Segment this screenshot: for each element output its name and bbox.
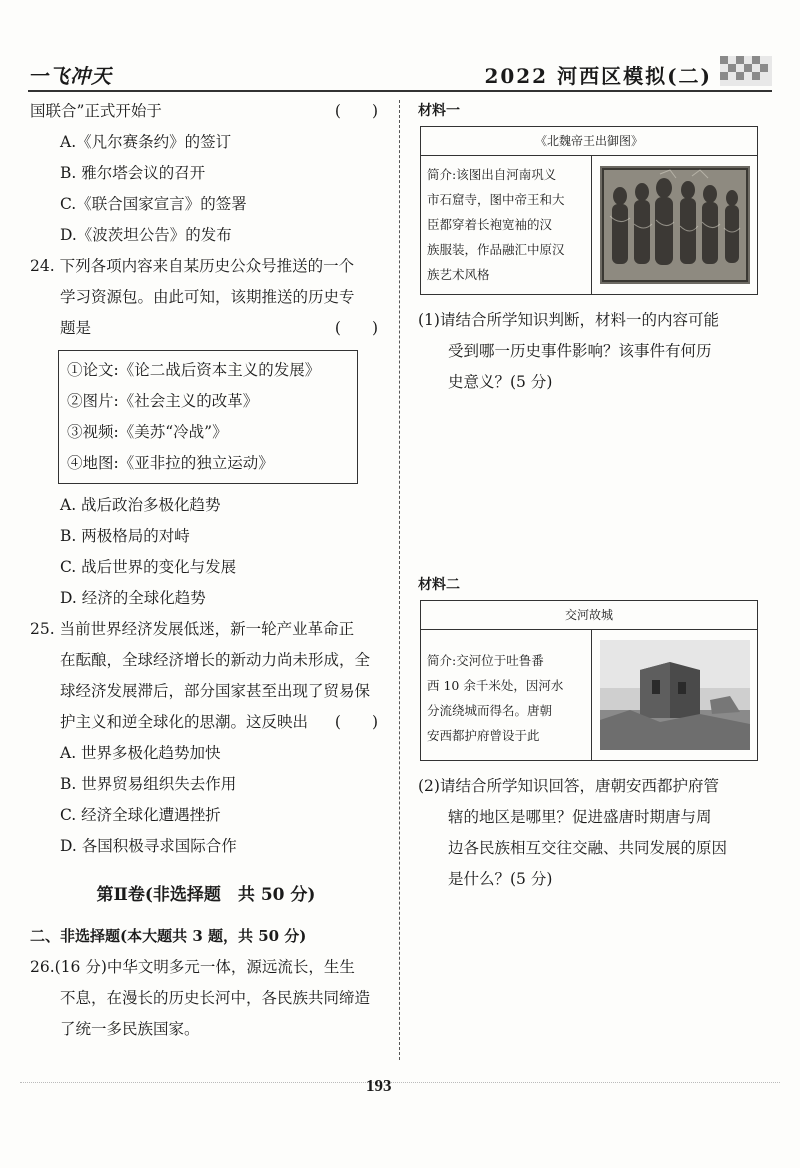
material-2-title: 交河故城 bbox=[421, 601, 757, 630]
option-d: D. 经济的全球化趋势 bbox=[60, 589, 206, 607]
q26-stem-line: 不息，在漫长的历史长河中，各民族共同缔造 bbox=[60, 989, 371, 1007]
question-25 bbox=[30, 614, 382, 862]
answer-paren: ( ) bbox=[334, 102, 378, 120]
header-rule bbox=[28, 90, 772, 92]
left-column bbox=[30, 96, 382, 1045]
mural-image bbox=[592, 156, 757, 294]
description-line: 臣都穿着长袍宽袖的汉 bbox=[427, 217, 553, 232]
description-line: 族服装，作品融汇中原汉 bbox=[427, 242, 565, 257]
brand-logo-text: 一飞冲天 bbox=[28, 64, 112, 88]
q24-stem-line: 24. 下列各项内容来自某历史公众号推送的一个 bbox=[30, 257, 355, 275]
material-1-question: 受到哪一历史事件影响？该事件有何历 bbox=[448, 342, 712, 360]
material-2-question: 边各民族相互交往交融、共同发展的原因 bbox=[448, 839, 728, 857]
description-line: 市石窟寺，图中帝王和大 bbox=[427, 192, 565, 207]
answer-space bbox=[418, 398, 774, 570]
resource-item: ②图片:《社会主义的改革》 bbox=[67, 392, 259, 410]
option-c: C. 战后世界的变化与发展 bbox=[60, 558, 237, 576]
question-26 bbox=[30, 952, 382, 1045]
material-2-description bbox=[421, 630, 592, 760]
q26-stem-line: 26.(16 分)中华文明多元一体，源远流长，生生 bbox=[30, 958, 355, 976]
option-d: D.《波茨坦公告》的发布 bbox=[60, 226, 232, 244]
q24-stem-line: 学习资源包。由此可知，该期推送的历史专 bbox=[60, 288, 355, 306]
material-2-question: 是什么？(5 分) bbox=[448, 870, 553, 888]
resource-item: ③视频:《美苏“冷战”》 bbox=[67, 423, 228, 441]
exam-title: 2022 河西区模拟(二) bbox=[484, 64, 712, 88]
material-1-question: (1)请结合所学知识判断，材料一的内容可能 bbox=[418, 311, 719, 329]
material-1-label: 材料一 bbox=[418, 103, 460, 119]
q25-stem-line: 25. 当前世界经济发展低迷，新一轮产业革命正 bbox=[30, 620, 355, 638]
material-1-box bbox=[420, 126, 758, 295]
part-2-heading: 二、非选择题(本大题共 3 题，共 50 分) bbox=[30, 927, 307, 945]
question-23 bbox=[30, 96, 382, 251]
section-2-title: 第Ⅱ卷(非选择题 共 50 分) bbox=[96, 885, 316, 905]
resource-item: ④地图:《亚非拉的独立运动》 bbox=[67, 454, 274, 472]
answer-paren: ( ) bbox=[334, 319, 378, 337]
q26-stem-line: 了统一多民族国家。 bbox=[60, 1020, 200, 1038]
option-a: A. 战后政治多极化趋势 bbox=[60, 496, 221, 514]
resource-item: ①论文:《论二战后资本主义的发展》 bbox=[67, 361, 321, 379]
page-number: 193 bbox=[366, 1076, 392, 1095]
page-header bbox=[28, 52, 772, 92]
option-a: A.《凡尔赛条约》的签订 bbox=[60, 133, 232, 151]
answer-paren: ( ) bbox=[334, 713, 378, 731]
q25-stem-line: 护主义和逆全球化的思潮。这反映出 bbox=[60, 713, 309, 731]
material-2-box bbox=[420, 600, 758, 761]
description-line: 族艺术风格 bbox=[427, 267, 490, 282]
option-a: A. 世界多极化趋势加快 bbox=[60, 744, 221, 762]
description-line: 简介:交河位于吐鲁番 bbox=[427, 653, 544, 668]
q23-stem-tail: 国联合”正式开始于 bbox=[30, 102, 162, 120]
column-divider bbox=[399, 100, 400, 1060]
description-line: 安西都护府曾设于此 bbox=[427, 728, 540, 743]
ruins-photo bbox=[592, 630, 757, 760]
checker-pattern-decoration bbox=[720, 56, 772, 86]
description-line: 西 10 余千米处，因河水 bbox=[427, 678, 564, 693]
q25-stem-line: 在酝酿，全球经济增长的新动力尚未形成，全 bbox=[60, 651, 371, 669]
material-2-label: 材料二 bbox=[418, 577, 460, 593]
option-c: C. 经济全球化遭遇挫折 bbox=[60, 806, 221, 824]
option-d: D. 各国积极寻求国际合作 bbox=[60, 837, 237, 855]
page-footer bbox=[0, 1072, 800, 1112]
option-b: B. 两极格局的对峙 bbox=[60, 527, 190, 545]
material-2-question: (2)请结合所学知识回答，唐朝安西都护府管 bbox=[418, 777, 719, 795]
footer-rule bbox=[20, 1082, 780, 1083]
right-column bbox=[418, 96, 774, 895]
resource-pack-box bbox=[58, 350, 358, 484]
option-b: B. 雅尔塔会议的召开 bbox=[60, 164, 206, 182]
q25-stem-line: 球经济发展滞后，部分国家甚至出现了贸易保 bbox=[60, 682, 371, 700]
option-b: B. 世界贸易组织失去作用 bbox=[60, 775, 237, 793]
q24-stem-line: 题是 bbox=[60, 319, 92, 337]
material-1-title: 《北魏帝王出御图》 bbox=[421, 127, 757, 156]
material-2-question: 辖的地区是哪里？促进盛唐时期唐与周 bbox=[448, 808, 712, 826]
material-1-description bbox=[421, 156, 592, 294]
question-24 bbox=[30, 251, 382, 614]
description-line: 分流绕城而得名。唐朝 bbox=[427, 703, 553, 718]
option-c: C.《联合国家宣言》的签署 bbox=[60, 195, 247, 213]
description-line: 简介:该图出自河南巩义 bbox=[427, 167, 557, 182]
material-1-question: 史意义？(5 分) bbox=[448, 373, 553, 391]
